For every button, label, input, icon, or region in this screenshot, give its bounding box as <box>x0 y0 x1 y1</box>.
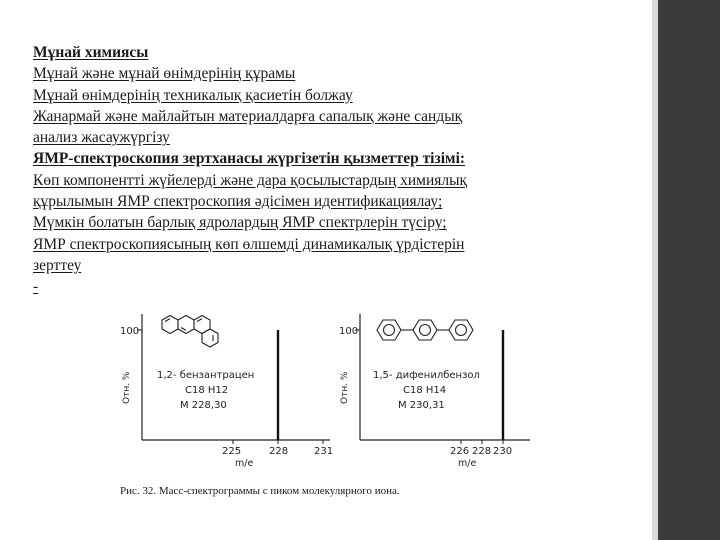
text-line: ЯМР-спектроскопия зертханасы жүргізетін қызметтер тізімі: <box>33 150 466 168</box>
left-mass: M 228,30 <box>180 400 227 411</box>
mass-spectra-svg <box>115 306 535 486</box>
text-line: Мүмкін болатын барлық ядролардың ЯМР спектрлерін түсіру; <box>33 214 447 232</box>
mass-spectrum-figure <box>115 306 535 506</box>
right-x-tick: 226 <box>450 446 470 457</box>
figure-caption: Рис. 32. Масс-спектрограммы с пиком молекулярного иона. <box>120 485 400 497</box>
right-y-top-label: 100 <box>339 326 359 337</box>
right-x-tick: 230 <box>493 446 513 457</box>
left-x-tick: 231 <box>314 446 334 457</box>
text-line: Мұнай және мұнай өнімдерінің құрамы <box>33 65 296 83</box>
left-compound-name: 1,2- бензантрацен <box>157 370 255 381</box>
right-compound-name: 1,5- дифенилбензол <box>373 370 480 381</box>
right-mass: M 230,31 <box>398 400 445 411</box>
text-line: зерттеу <box>33 256 82 274</box>
right-x-tick: 228 <box>472 446 492 457</box>
right-x-axis-label: m/e <box>458 458 477 469</box>
text-line: Жанармай және майлайтын материалдарға сапалық және сандық <box>33 107 463 125</box>
left-x-tick: 225 <box>222 446 242 457</box>
slide-text-block <box>33 42 553 298</box>
text-line: құрылымын ЯМР спектроскопия әдісімен идентификациялау; <box>33 193 443 211</box>
right-formula: C18 H14 <box>403 385 447 396</box>
text-line: Мұнай өнімдерінің техникалық қасиетін болжау <box>33 86 353 104</box>
diphenylbenzene-structure-icon <box>377 320 473 340</box>
text-line: Көп компонентті жүйелерді және дара қосылыстардың химиялық <box>33 171 468 189</box>
slide-side-band <box>652 0 720 540</box>
left-x-tick: 228 <box>269 446 289 457</box>
text-line: Мұнай химиясы <box>33 44 149 61</box>
benzanthracene-structure-icon <box>162 316 218 348</box>
text-line: ЯМР спектроскопиясының көп өлшемді динамикалық үрдістерін <box>33 235 465 253</box>
left-y-top-label: 100 <box>120 326 140 337</box>
text-line: - <box>33 278 39 296</box>
left-y-axis-label: Отн. % <box>122 371 132 404</box>
right-y-axis-label: Отн. % <box>340 371 350 404</box>
left-x-axis-label: m/e <box>235 458 254 469</box>
text-line: анализ жасаужүргізу <box>33 129 170 147</box>
left-formula: C18 H12 <box>185 385 229 396</box>
